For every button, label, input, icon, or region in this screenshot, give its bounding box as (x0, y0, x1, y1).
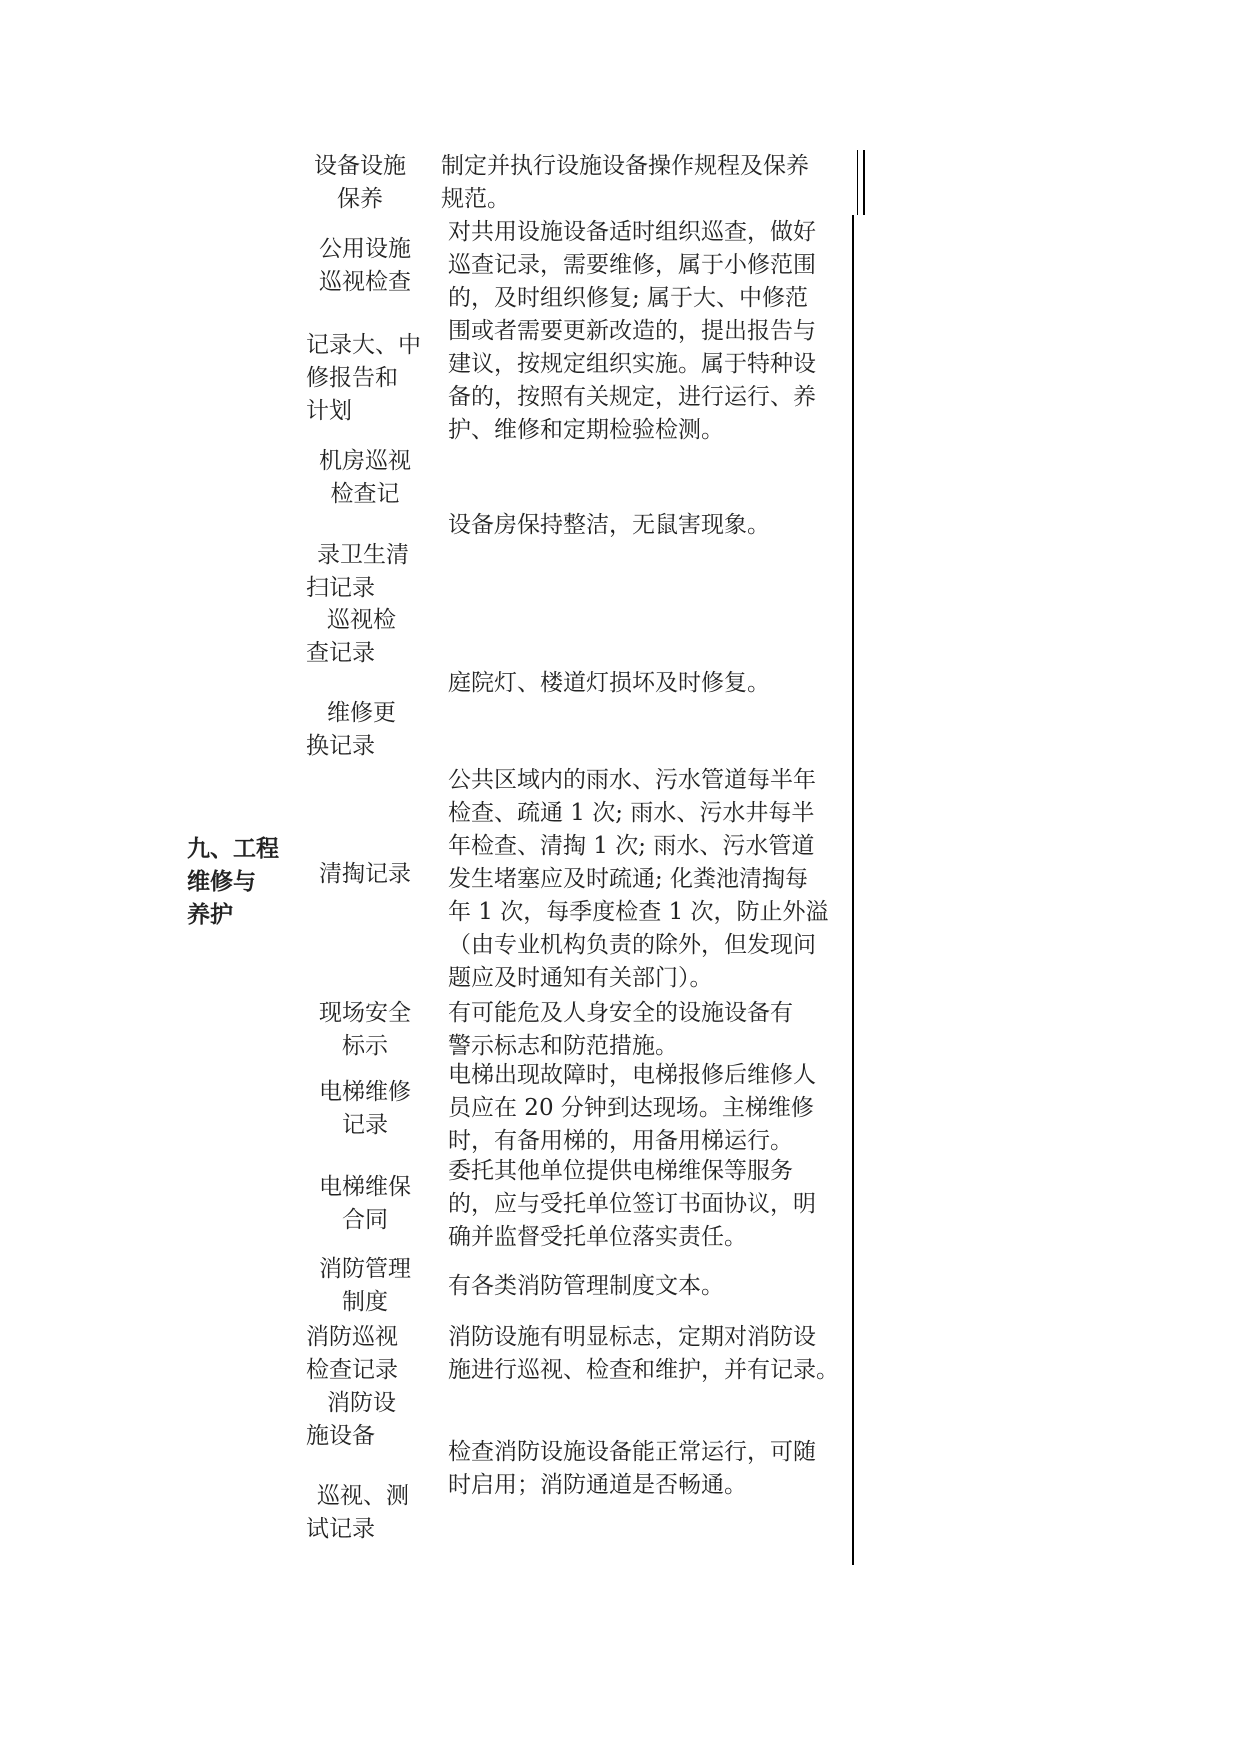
table-right-border-top (863, 150, 865, 215)
standard-text: 年 1 次，每季度检查 1 次，防止外溢 (448, 899, 829, 925)
item-label: 公用设施 (319, 236, 411, 262)
item-label: 记录大、中 (306, 332, 421, 358)
item-label: 消防设 (327, 1390, 396, 1416)
item-label: 消防管理 (319, 1256, 411, 1282)
standard-text: 建议，按规定组织实施。属于特种设 (448, 351, 816, 377)
standard-text: 检查、疏通 1 次; 雨水、污水井每半 (448, 800, 815, 826)
standard-text: 题应及时通知有关部门）。 (448, 965, 713, 991)
item-label: 施设备 (306, 1423, 375, 1449)
item-label: 维修更 (327, 700, 396, 726)
standard-text: 消防设施有明显标志，定期对消防设 (448, 1324, 816, 1350)
standard-text: 制定并执行设施设备操作规程及保养 (441, 153, 809, 179)
item-label: 检查记 (330, 481, 400, 507)
standard-text: （由专业机构负责的除外，但发现问 (448, 932, 816, 958)
standard-text: 备的，按照有关规定，进行运行、养 (448, 384, 816, 410)
standard-text: 围或者需要更新改造的，提出报告与 (448, 318, 816, 344)
standard-text: 有可能危及人身安全的设施设备有 (448, 1000, 793, 1026)
item-label: 扫记录 (306, 575, 375, 601)
standard-text: 电梯出现故障时，电梯报修后维修人 (448, 1062, 816, 1088)
standard-text: 设备房保持整洁，无鼠害现象。 (448, 512, 770, 538)
item-label: 修报告和 (306, 365, 398, 391)
standard-text: 有各类消防管理制度文本。 (448, 1273, 724, 1299)
item-label: 计划 (306, 398, 352, 424)
standard-text: 员应在 20 分钟到达现场。主梯维修 (448, 1095, 814, 1121)
standard-text: 时启用；消防通道是否畅通。 (448, 1472, 747, 1498)
standard-text: 护、维修和定期检验检测。 (448, 417, 724, 443)
item-label: 电梯维保 (319, 1174, 411, 1200)
standard-text: 对共用设施设备适时组织巡查，做好 (448, 219, 816, 245)
standard-text: 规范。 (441, 186, 510, 212)
standard-text: 检查消防设施设备能正常运行，可随 (448, 1439, 816, 1465)
item-label: 试记录 (306, 1516, 375, 1542)
standard-text: 庭院灯、楼道灯损坏及时修复。 (448, 670, 770, 696)
standard-text: 时，有备用梯的，用备用梯运行。 (448, 1128, 793, 1154)
item-label: 查记录 (306, 640, 375, 666)
standard-text: 年检查、清掏 1 次; 雨水、污水管道 (448, 833, 815, 859)
standard-text: 的，应与受托单位签订书面协议，明 (448, 1191, 816, 1217)
item-label: 标示 (342, 1033, 388, 1059)
standard-text: 警示标志和防范措施。 (448, 1033, 678, 1059)
standard-text: 公共区域内的雨水、污水管道每半年 (448, 767, 816, 793)
item-label: 检查记录 (306, 1357, 398, 1383)
item-label: 巡视检查 (319, 269, 411, 295)
item-label: 记录 (342, 1112, 388, 1138)
standard-text: 施进行巡视、检查和维护，并有记录。 (448, 1357, 839, 1383)
item-label: 机房巡视 (319, 448, 411, 474)
standard-text: 巡查记录，需要维修，属于小修范围 (448, 252, 816, 278)
item-label: 巡视检 (327, 607, 396, 633)
item-label: 消防巡视 (306, 1324, 398, 1350)
item-label: 保养 (337, 186, 383, 212)
table-right-border-top-inner (857, 150, 858, 215)
item-label: 制度 (342, 1289, 388, 1315)
item-label: 换记录 (306, 733, 375, 759)
item-label: 电梯维修 (319, 1079, 411, 1105)
item-label: 现场安全 (319, 1000, 411, 1026)
section-title: 九、工程 维修与 养护 (187, 836, 279, 928)
table-right-border (852, 215, 854, 1565)
standard-text: 确并监督受托单位落实责任。 (448, 1224, 747, 1250)
item-label: 录卫生清 (317, 542, 409, 568)
standard-text: 发生堵塞应及时疏通; 化粪池清掏每 (448, 866, 809, 892)
standard-text: 的，及时组织修复; 属于大、中修范 (448, 285, 809, 311)
item-label: 巡视、测 (317, 1483, 409, 1509)
item-label: 清掏记录 (319, 861, 411, 887)
item-label: 设备设施 (314, 153, 406, 179)
standard-text: 委托其他单位提供电梯维保等服务 (448, 1158, 793, 1184)
item-label: 合同 (342, 1207, 388, 1233)
